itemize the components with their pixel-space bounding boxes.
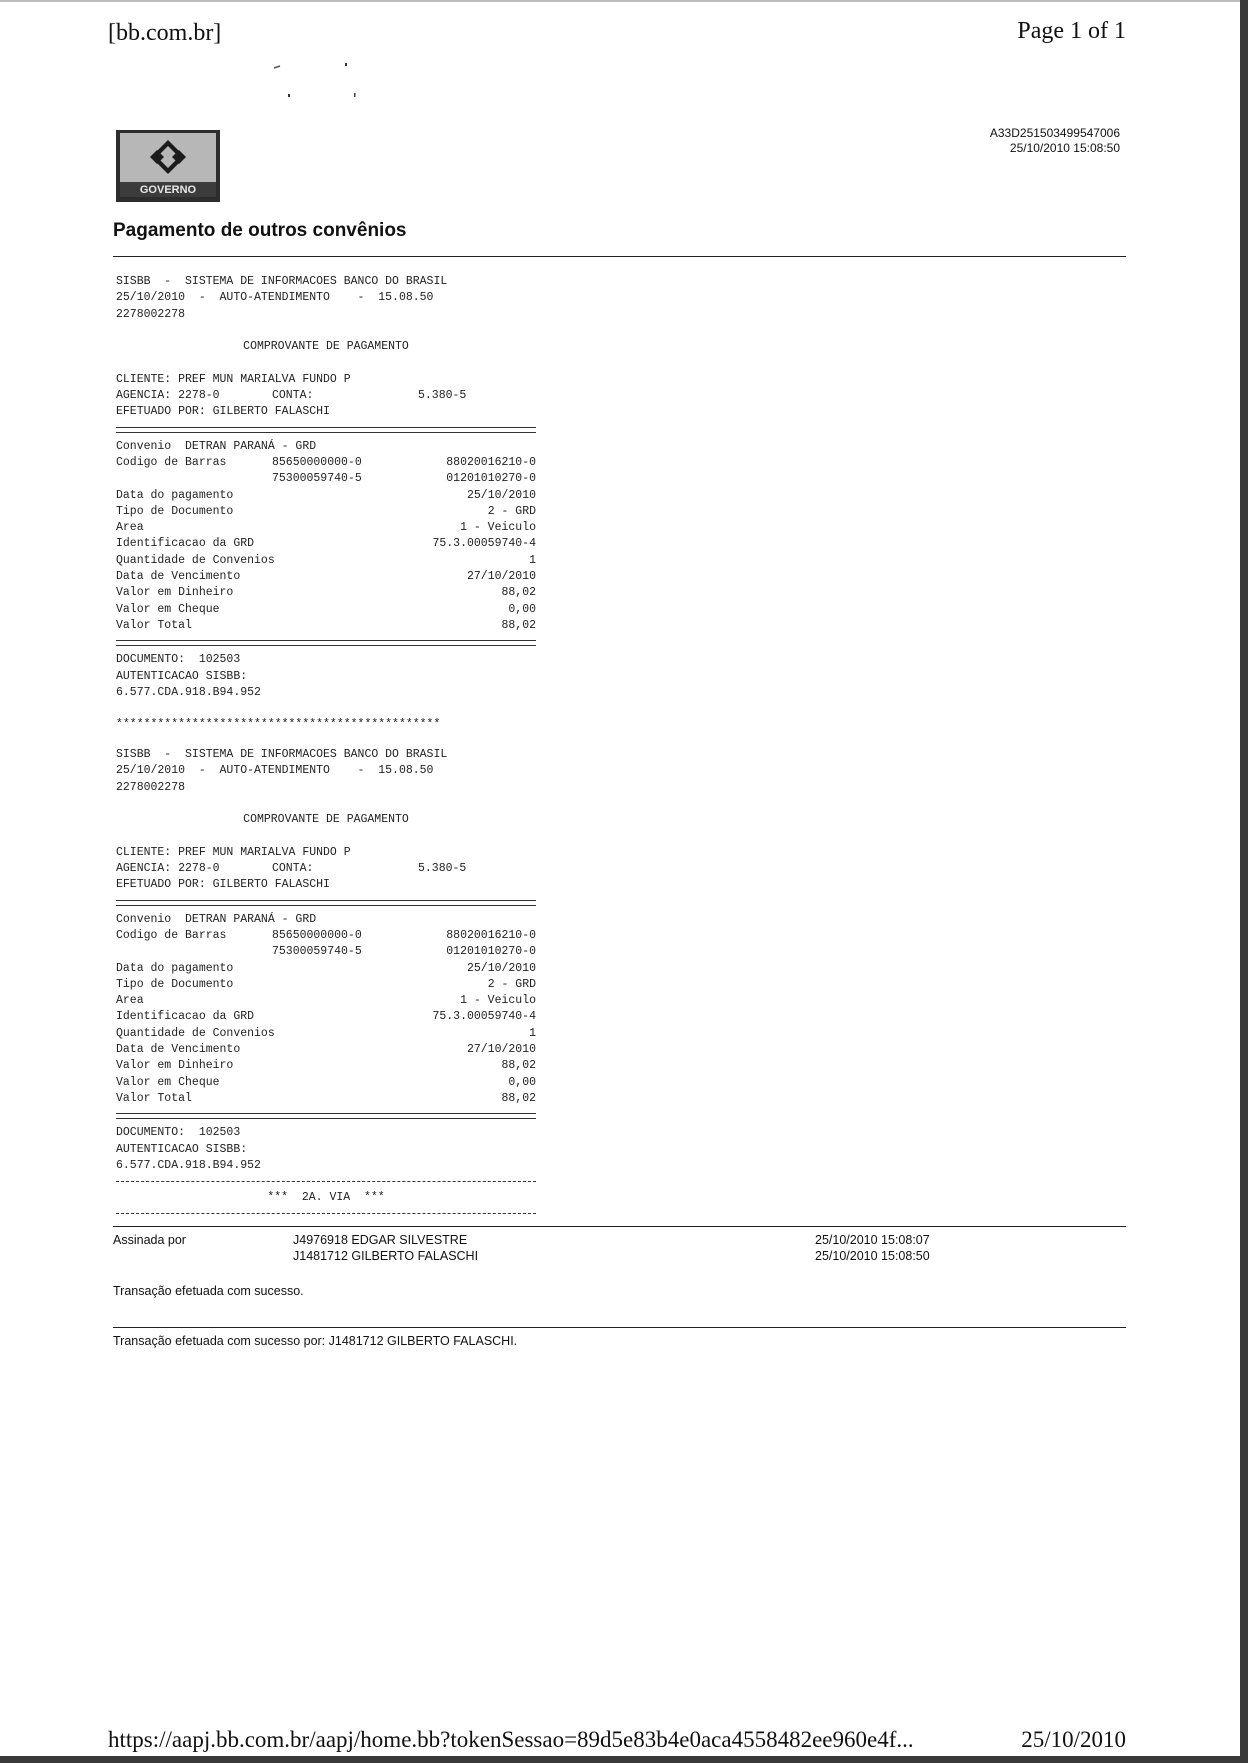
double-rule xyxy=(116,427,536,433)
field-row xyxy=(116,1042,536,1058)
field-label: Valor Total xyxy=(116,618,192,632)
dashed-rule xyxy=(116,1181,536,1182)
logo-label: GOVERNO xyxy=(139,184,197,196)
field-row xyxy=(116,520,536,536)
receipt-terminal: 2278002278 xyxy=(116,780,186,794)
field-label: Valor em Cheque xyxy=(116,1075,220,1089)
signature-dates xyxy=(815,1232,930,1264)
field-value: 75.3.00059740-4 xyxy=(432,537,536,551)
field-row xyxy=(116,504,536,520)
receipt-document: DOCUMENTO: 102503 xyxy=(116,653,241,667)
field-row xyxy=(116,585,536,601)
print-footer-date: 25/10/2010 xyxy=(1021,1727,1126,1752)
barcode-part: 75300059740-5 xyxy=(272,472,362,486)
receipt-client: CLIENTE: PREF MUN MARIALVA FUNDO P xyxy=(116,372,351,386)
signer-names xyxy=(293,1232,478,1264)
barcode-row-1 xyxy=(116,928,536,944)
field-value: 2 - GRD xyxy=(487,977,536,991)
second-copy-marker: *** 2A. VIA *** xyxy=(267,1191,385,1205)
receipt-system: SISBB - SISTEMA DE INFORMACOES BANCO DO BRASIL xyxy=(116,275,448,288)
barcode-part: 85650000000-0 xyxy=(272,455,362,469)
document-id-block xyxy=(990,126,1120,156)
field-label: Valor em Dinheiro xyxy=(116,586,234,600)
barcode-label: Codigo de Barras xyxy=(116,928,227,942)
field-label: Valor em Dinheiro xyxy=(116,1059,234,1073)
field-value: 27/10/2010 xyxy=(466,1043,536,1057)
receipt-auth-code: 6.577.CDA.918.B94.952 xyxy=(116,1158,261,1172)
signature-date: 25/10/2010 15:08:50 xyxy=(815,1249,930,1263)
field-label: Valor em Cheque xyxy=(116,602,220,616)
receipt-terminal: 2278002278 xyxy=(116,307,186,321)
field-row xyxy=(116,1075,536,1091)
receipt-date: 25/10/2010 - AUTO-ATENDIMENTO - 15.08.50 xyxy=(116,764,434,778)
field-label: Valor Total xyxy=(116,1091,192,1105)
receipt-heading: COMPROVANTE DE PAGAMENTO xyxy=(243,813,409,827)
signer-name: J4976918 EDGAR SILVESTRE xyxy=(293,1233,468,1247)
field-row xyxy=(116,1026,536,1042)
field-value: 1 xyxy=(529,1026,536,1040)
receipt-account-value: 5.380-5 xyxy=(418,389,467,403)
field-label: Data de Vencimento xyxy=(116,570,241,584)
field-row xyxy=(116,553,536,569)
title-rule xyxy=(113,256,1126,257)
field-label: Area xyxy=(116,994,144,1008)
receipt-1 xyxy=(116,274,536,734)
double-rule xyxy=(116,900,536,906)
field-value: 0,00 xyxy=(508,602,536,616)
field-value: 25/10/2010 xyxy=(466,961,536,975)
field-value: 27/10/2010 xyxy=(466,570,536,584)
document-timestamp: 25/10/2010 15:08:50 xyxy=(1009,141,1120,155)
barcode-row-2 xyxy=(116,944,536,960)
field-row xyxy=(116,1091,536,1107)
field-label: Identificacao da GRD xyxy=(116,1010,255,1024)
field-row xyxy=(116,536,536,552)
receipt-account-value: 5.380-5 xyxy=(418,862,467,876)
field-value: 2 - GRD xyxy=(487,504,536,518)
field-label: Area xyxy=(116,521,144,535)
star-separator: *********************************************** xyxy=(116,718,441,732)
barcode-part: 01201010270-0 xyxy=(446,945,536,959)
status-rule xyxy=(113,1327,1126,1328)
print-header-page-number: Page 1 of 1 xyxy=(1017,18,1126,44)
field-label: Tipo de Documento xyxy=(116,504,234,518)
barcode-part: 75300059740-5 xyxy=(272,945,362,959)
receipt-account-row xyxy=(116,388,536,404)
dashed-rule xyxy=(116,1213,536,1214)
page-title: Pagamento de outros convênios xyxy=(113,220,407,241)
field-label: Data do pagamento xyxy=(116,488,234,502)
field-value: 1 - Veiculo xyxy=(460,521,536,535)
field-value: 88,02 xyxy=(501,618,536,632)
field-label: Quantidade de Convenios xyxy=(116,1026,275,1040)
field-value: 1 - Veiculo xyxy=(460,994,536,1008)
scan-edge-top xyxy=(0,0,1248,2)
receipt-account-row xyxy=(116,861,536,877)
receipt-auth-code: 6.577.CDA.918.B94.952 xyxy=(116,685,261,699)
receipt-account-label: CONTA: xyxy=(272,389,314,403)
field-value: 75.3.00059740-4 xyxy=(432,1010,536,1024)
barcode-row-1 xyxy=(116,455,536,471)
barcode-part: 01201010270-0 xyxy=(446,472,536,486)
double-rule xyxy=(116,640,536,646)
receipt-convenio: Convenio DETRAN PARANÁ - GRD xyxy=(116,912,317,926)
signature-rule xyxy=(113,1226,1126,1227)
banco-do-brasil-governo-logo xyxy=(116,130,220,202)
receipt-auth-label: AUTENTICACAO SISBB: xyxy=(116,669,248,683)
receipt-auth-label: AUTENTICACAO SISBB: xyxy=(116,1142,248,1156)
status-message: Transação efetuada com sucesso. xyxy=(113,1284,304,1298)
barcode-row-2 xyxy=(116,471,536,487)
field-row xyxy=(116,569,536,585)
scan-edge-bottom xyxy=(0,1756,1248,1763)
document-id: A33D251503499547006 xyxy=(989,126,1120,140)
field-label: Data do pagamento xyxy=(116,961,234,975)
receipt-agency: AGENCIA: 2278-0 xyxy=(116,862,220,876)
signature-date: 25/10/2010 15:08:07 xyxy=(815,1233,930,1247)
receipt-convenio: Convenio DETRAN PARANÁ - GRD xyxy=(116,439,317,453)
field-row xyxy=(116,1058,536,1074)
field-value: 1 xyxy=(529,553,536,567)
barcode-part: 88020016210-0 xyxy=(446,928,536,942)
signer-name: J1481712 GILBERTO FALASCHI xyxy=(293,1249,479,1263)
receipt-client: CLIENTE: PREF MUN MARIALVA FUNDO P xyxy=(116,845,351,859)
field-row xyxy=(116,602,536,618)
status-message-detail: Transação efetuada com sucesso por: J1481712 GILBERTO FALASCHI. xyxy=(113,1334,518,1348)
scan-specks xyxy=(270,60,380,110)
field-value: 88,02 xyxy=(501,1059,536,1073)
receipt-system: SISBB - SISTEMA DE INFORMACOES BANCO DO BRASIL xyxy=(116,748,448,761)
field-row xyxy=(116,1009,536,1025)
field-label: Tipo de Documento xyxy=(116,977,234,991)
field-row xyxy=(116,618,536,634)
field-label: Quantidade de Convenios xyxy=(116,553,275,567)
field-label: Identificacao da GRD xyxy=(116,537,255,551)
receipt-done-by: EFETUADO POR: GILBERTO FALASCHI xyxy=(116,405,330,419)
field-row xyxy=(116,961,536,977)
receipt-account-label: CONTA: xyxy=(272,862,314,876)
field-value: 88,02 xyxy=(501,1091,536,1105)
double-rule xyxy=(116,1113,536,1119)
scan-edge-right xyxy=(1240,0,1248,1763)
barcode-label: Codigo de Barras xyxy=(116,455,227,469)
field-label: Data de Vencimento xyxy=(116,1043,241,1057)
field-row xyxy=(116,977,536,993)
receipt-done-by: EFETUADO POR: GILBERTO FALASCHI xyxy=(116,878,330,892)
print-footer-url: https://aapj.bb.com.br/aapj/home.bb?tokenSessao=89d5e83b4e0aca4558482ee960e4f... xyxy=(108,1727,914,1752)
receipt-document: DOCUMENTO: 102503 xyxy=(116,1126,241,1140)
barcode-part: 85650000000-0 xyxy=(272,928,362,942)
field-row xyxy=(116,488,536,504)
signed-by-label: Assinada por xyxy=(113,1233,186,1247)
field-value: 88,02 xyxy=(501,586,536,600)
print-header-site: [bb.com.br] xyxy=(108,20,222,46)
receipt-heading: COMPROVANTE DE PAGAMENTO xyxy=(243,340,409,354)
field-value: 0,00 xyxy=(508,1075,536,1089)
receipt-2 xyxy=(116,747,536,1222)
receipt-agency: AGENCIA: 2278-0 xyxy=(116,389,220,403)
receipt-date: 25/10/2010 - AUTO-ATENDIMENTO - 15.08.50 xyxy=(116,291,434,305)
barcode-part: 88020016210-0 xyxy=(446,455,536,469)
field-row xyxy=(116,993,536,1009)
field-value: 25/10/2010 xyxy=(466,488,536,502)
